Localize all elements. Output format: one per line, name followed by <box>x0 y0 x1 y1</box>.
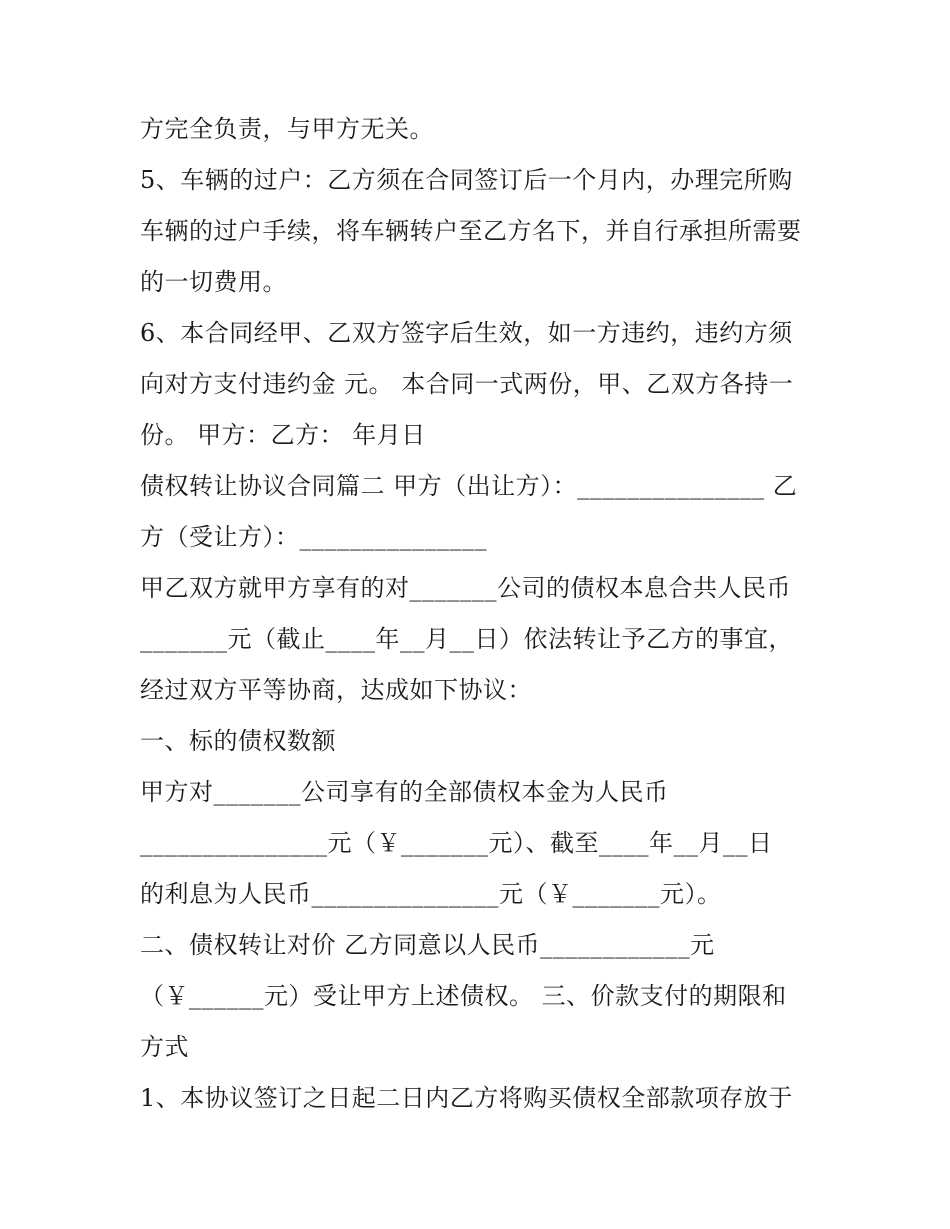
text-line: 甲乙双方就甲方享有的对_______公司的债权本息合共人民币 <box>140 574 791 602</box>
text-line: 甲方对_______公司享有的全部债权本金为人民币 <box>140 778 669 806</box>
text-line: 6、本合同经甲、乙双方签字后生效，如一方违约，违约方须 <box>140 319 793 347</box>
text-line: 1、本协议签订之日起二日内乙方将购买债权全部款项存放于 <box>140 1084 793 1112</box>
text-line: 的一切费用。 <box>140 268 287 296</box>
text-line: 向对方支付违约金 元。 本合同一式两份，甲、乙双方各持一 <box>140 370 794 398</box>
document-page <box>140 104 820 1124</box>
text-line: _______________元（￥_______元）、截至____年__月__日 <box>140 829 773 857</box>
text-line: 份。 甲方：乙方： 年月日 <box>140 421 426 449</box>
text-line: 的利息为人民币_______________元（￥_______元）。 <box>140 880 722 908</box>
section-heading-line: 债权转让协议合同篇二 甲方（出让方）：_______________ 乙 <box>140 472 798 500</box>
text-line: 方（受让方）：_______________ <box>140 523 487 551</box>
text-line: 经过双方平等协商，达成如下协议： <box>140 676 532 704</box>
clause-heading: 一、标的债权数额 <box>140 727 336 755</box>
text-line: 方式 <box>140 1033 189 1061</box>
text-line: （￥______元）受让甲方上述债权。 三、价款支付的期限和 <box>140 982 787 1010</box>
text-line: 车辆的过户手续，将车辆转户至乙方名下，并自行承担所需要 <box>140 217 802 245</box>
text-line: 5、车辆的过户：乙方须在合同签订后一个月内，办理完所购 <box>140 166 793 194</box>
clause-heading: 二、债权转让对价 乙方同意以人民币____________元 <box>140 931 715 959</box>
text-line: 方完全负责，与甲方无关。 <box>140 115 434 143</box>
text-line: _______元（截止____年__月__日）依法转让予乙方的事宜， <box>140 625 793 653</box>
